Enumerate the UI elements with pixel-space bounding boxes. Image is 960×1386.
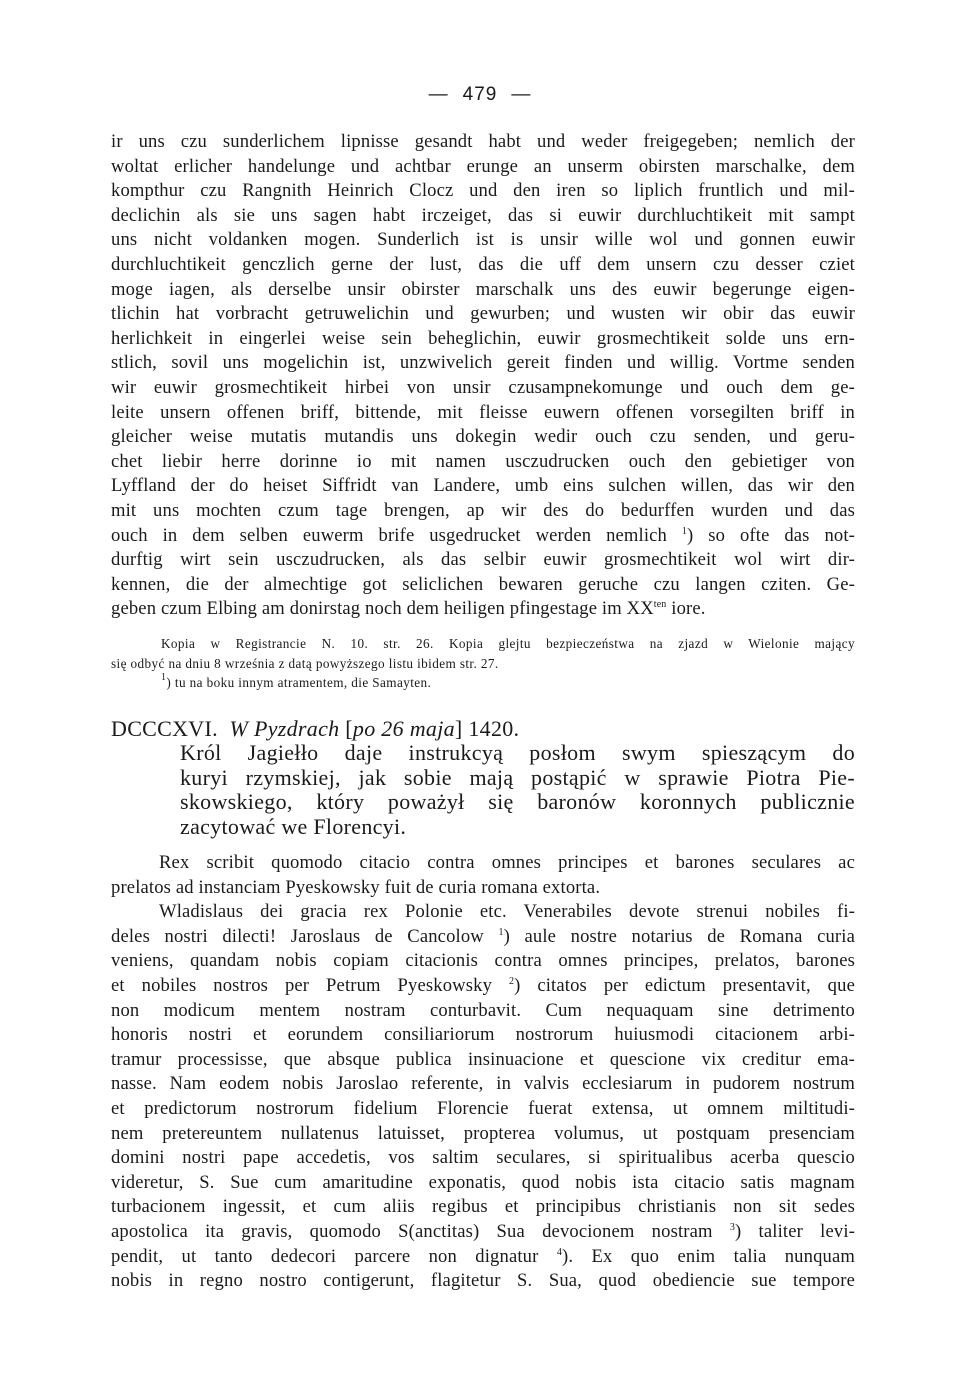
text-line: nem pretereuntem nullatenus latuisset, propterea volumus, ut postquam presenciam [111,1122,855,1144]
text-segment: ouch in dem selben euwerm brife usgedrucket werden nemlich [111,524,682,546]
text-line [111,1220,855,1245]
text-line: woltat erlicher handelunge und achtbar erunge an unserm obirsten marschalke, dem [111,155,855,177]
text-line: stlich, sovil uns mogelichin ist, unzwivelich gereit finden und willig. Vortme senden [111,352,855,374]
text-line: durchluchtikeit genczlich gerne der lust, das die uff dem unsern czu desser cziet [111,253,855,275]
text-line: non modicum mentem nostram conturbavit. Cum nequaquam sine detrimento [111,999,855,1021]
text-segment: iore. [666,598,706,620]
text-line [111,1245,855,1270]
text-segment: ) taliter levi- [735,1220,855,1242]
footnote-ref: 1 [681,525,688,537]
text-line: Wladislaus dei gracia rex Polonie etc. Venerabiles devote strenui nobiles fi- [159,901,855,923]
regest-line: prelatos ad instanciam Pyeskowsky fuit de curia romana extorta. [111,876,601,898]
text-line: gleicher weise mutatis mutandis uns dokegin wedir ouch czu senden, und geru- [111,426,855,448]
footnote-text: ) tu na boku innym atramentem, die Samayten. [166,675,432,691]
note-line: się odbyć na dniu 8 września z datą powyższego listu ibidem str. 27. [111,655,499,671]
text-segment: ) citatos per edictum presentavit, que [514,974,855,996]
note-line: Kopia w Registrancie N. 10. str. 26. Kopia glejtu bezpieczeństwa na zjazd w Wielonie mający [161,636,855,651]
source-notes [111,634,855,693]
text-line: turbacionem ingessit, et cum aliis regibus et principibus christianis non sit sedes [111,1196,855,1218]
text-line: domini nostri pape accedetis, vos saltim seculares, si spiritualibus acerba quescio [111,1147,855,1169]
text-segment: ). Ex quo enim talia nunquam [561,1245,855,1267]
document-number: DCCCXVI. [111,716,218,741]
heading-line [111,716,855,741]
text-segment: et nobiles nostros per Petrum Pyeskowsky [111,974,509,996]
text-line: herlichkeit in eingerlei weise sein beheglichin, euwir grosmechtikeit solde uns ern- [111,327,855,349]
text-line [111,524,855,549]
page-number-value: 479 [462,84,498,105]
page-number [0,84,960,106]
footnote-mark: 1 [161,672,167,684]
text-line: moge iagen, als derselbe unsir obirster marschalk uns des euwir begerunge eigen- [111,278,855,300]
text-segment: ) aule nostre notarius de Romana curia [503,925,855,947]
text-segment: geben czum Elbing am donirstag noch dem heiligen pfingestage im XX [111,598,654,620]
text-line: veniens, quandam nobis copiam citacionis contra omnes principes, prelatos, barones [111,950,855,972]
text-line: tlichin hat vorbracht getruwelichin und gewurben; und wusten wir obir das euwir [111,303,855,325]
superscript-ten: ten [653,599,667,611]
text-segment: deles nostri dilecti! Jaroslaus de Cancolow [111,925,499,947]
text-line: nobis in regno nostro contigerunt, flagitetur S. Sua, quod obediencie sue tempore [111,1270,855,1292]
text-line: et predictorum nostrorum fidelium Florencie fuerat extensa, ut omnem miltitudi- [111,1097,855,1119]
document-body [111,851,855,1294]
footnote [111,673,855,693]
text-line: uns nicht voldanken mogen. Sunderlich ist is unsir wille wol und gonnen euwir [111,229,855,251]
summary-line: skowskiego, który poważył się baronów koronnych publicznie [180,789,855,815]
letter-continuation [111,130,855,622]
text-line: nasse. Nam eodem nobis Jaroslao referente, in valvis ecclesiarum in pudorem nostrum [111,1073,855,1095]
text-line: chet liebir herre dorinne io mit namen usczudrucken ouch den gebietiger von [111,450,855,472]
document-date: po 26 maja [352,716,455,741]
text-segment: ) so ofte das not- [687,524,855,546]
bracket-close: ] [454,716,463,741]
dash-left: — [428,84,449,105]
footnote-ref: 1 [498,926,504,938]
text-line: honoris nostri et eorundem consiliariorum nostrorum huiusmodi citacionem arbi- [111,1024,855,1046]
text-line: kennen, die der almechtige got seliclichen bewaren geruche czu langen cziten. Ge- [111,573,855,595]
bracket-open: [ [345,716,353,741]
text-line [111,597,855,622]
text-line: leite unsern offenen briff, bittende, mit fleisse euwern offenen vorsegilten briff in [111,401,855,423]
summary-line: kuryi rzymskiej, jak sobie mają postąpić w sprawie Piotra Pie- [180,764,855,790]
footnote-ref: 3 [729,1221,735,1233]
document-heading [111,716,855,741]
text-segment: pendit, ut tanto dedecori parcere non dignatur [111,1245,557,1267]
text-line [111,974,855,999]
footnote-ref: 4 [556,1246,562,1258]
text-line: Lyffland der do heiset Siffridt van Landere, umb eins sulchen willen, das wir den [111,475,855,497]
text-line: tramur processisse, que absque publica insinuacione et quescione vix creditur ema- [111,1048,855,1070]
text-line: durftig wirt sein usczudrucken, als das selbir euwir grosmechtikeit wol wirt dir- [111,549,855,571]
summary-line: Król Jagiełło daje instrukcyą posłom swym spieszącym do [180,740,855,765]
text-line: kompthur czu Rangnith Heinrich Clocz und den iren so liplich fruntlich und mil- [111,180,855,202]
text-line [111,925,855,950]
document-summary [180,741,855,839]
document-place: W Pyzdrach [229,716,340,741]
text-line: mit uns mochten czum tage brengen, ap wir des do bedurffen wurden und das [111,499,855,521]
footnote-ref: 2 [508,975,515,987]
summary-line: zacytować we Florencyi. [180,813,407,839]
document-year: 1420. [468,716,520,741]
dash-right: — [511,84,532,105]
text-line: videretur, S. Sue cum amaritudine exponatis, quod nobis ista citacio satis magnam [111,1171,855,1193]
regest-line: Rex scribit quomodo citacio contra omnes principes et barones seculares ac [159,852,855,873]
text-line: declichin als sie uns sagen habt irczeiget, das si euwir durchluchtikeit mit sampt [111,204,855,226]
text-segment: apostolica ita gravis, quomodo S(anctitas) Sua devocionem nostram [111,1220,730,1242]
text-line: wir euwir grosmechtikeit hirbei von unsir czusampnekomunge und ouch dem ge- [111,376,855,398]
text-line: ir uns czu sunderlichem lipnisse gesandt habt und weder freigegeben; nemlich der [111,131,855,152]
